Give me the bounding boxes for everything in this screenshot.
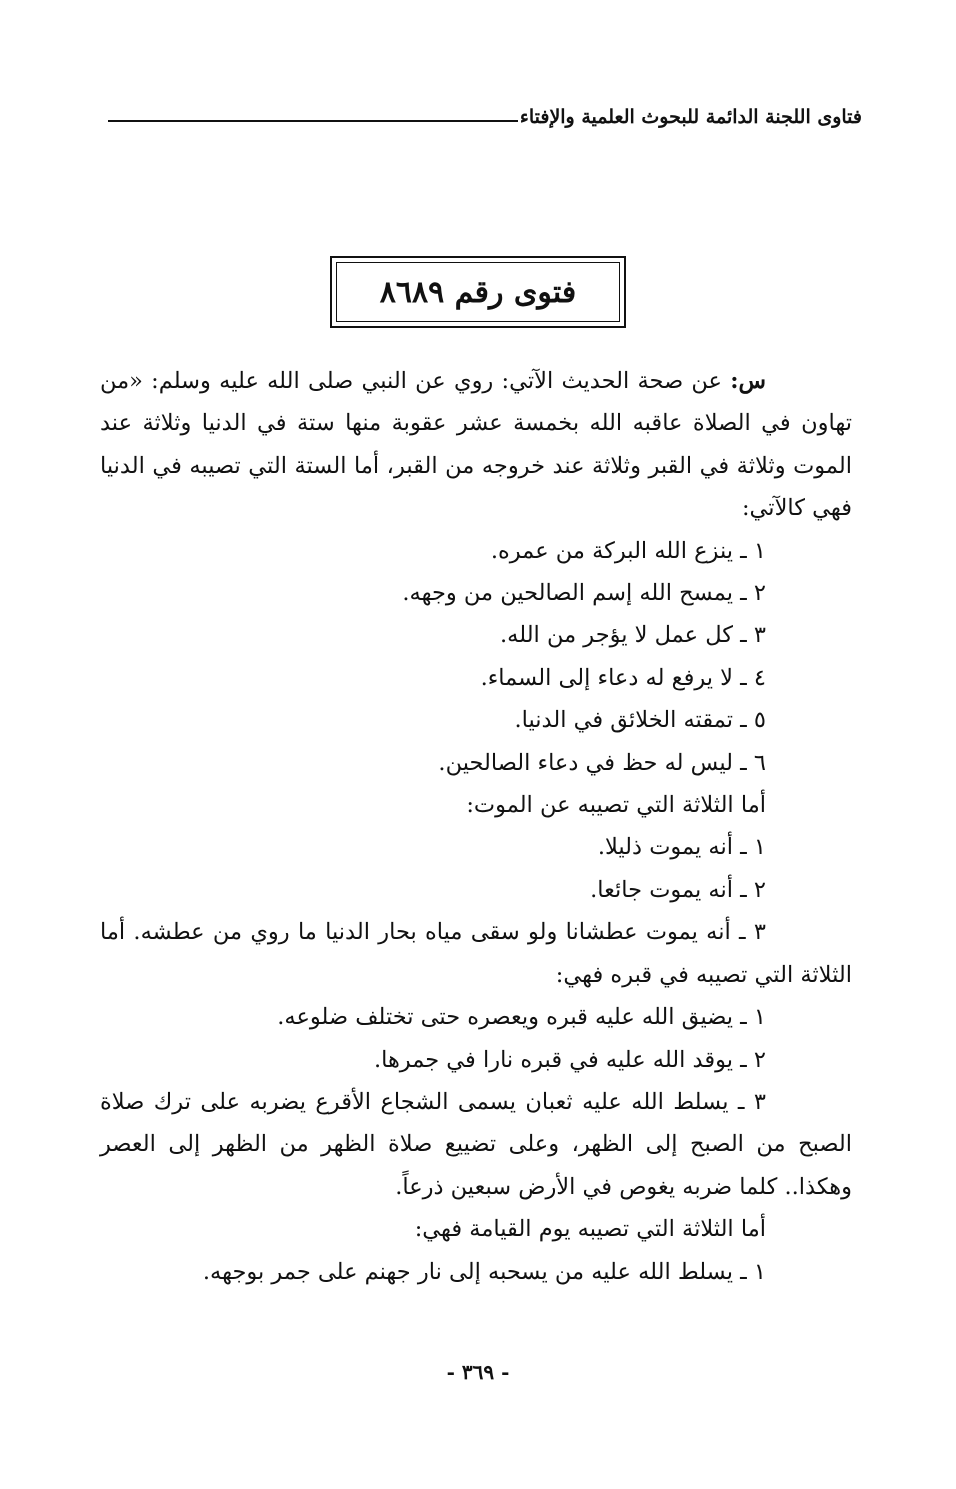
fatwa-number-box: [330, 256, 626, 328]
fatwa-heading: فتوى رقم ٨٦٨٩: [336, 262, 620, 322]
death-item-2: ٢ ـ أنه يموت جائعا.: [590, 876, 766, 903]
death-heading: أما الثلاثة التي تصيبه عن الموت:: [466, 792, 766, 819]
dunya-item-1: ١ ـ ينزع الله البركة من عمره.: [490, 537, 766, 564]
grave-item-3: ٣ ـ يسلط الله عليه ثعبان يسمى الشجاع الأقرع يضربه على ترك صلاة الصبح من الصبح إلى الظهر، وعلى تضييع صلاة الظهر من الظهر إلى العصر وهكذا.. كلما ضربه يغوص في الأرض سبعين ذرعاً.: [100, 1088, 852, 1200]
dunya-item-3: ٣ ـ كل عمل لا يؤجر من الله.: [500, 622, 766, 649]
page-number: - ٣٦٩ -: [446, 1360, 510, 1384]
death-item-1: ١ ـ أنه يموت ذليلا.: [597, 834, 766, 861]
question-paragraph: [100, 360, 852, 530]
fatwa-body: [100, 360, 852, 1293]
header-rule: [108, 120, 518, 122]
dunya-item-6: ٦ ـ ليس له حظ في دعاء الصالحين.: [438, 749, 766, 776]
qiyama-item-1: ١ ـ يسلط الله عليه من يسحبه إلى نار جهنم على جمر بوجهه.: [202, 1258, 766, 1285]
qiyama-heading: أما الثلاثة التي تصيبه يوم القيامة فهي:: [414, 1216, 766, 1243]
dunya-item-2: ٢ ـ يمسح الله إسم الصالحين من وجهه.: [402, 580, 766, 607]
running-header: [108, 100, 862, 134]
grave-item-2: ٢ ـ يوقد الله عليه في قبره نارا في جمرها.: [373, 1046, 766, 1073]
grave-item-1: ١ ـ يضيق الله عليه قبره ويعصره حتى تختلف ضلوعه.: [277, 1004, 766, 1031]
dunya-item-4: ٤ ـ لا يرفع له دعاء إلى السماء.: [480, 664, 766, 691]
question-intro: عن صحة الحديث الآتي: روي عن النبي صلى الله عليه وسلم: «من تهاون في الصلاة عاقبه الله بخمسة عشر عقوبة منها ستة في الدنيا وثلاثة عند الموت وثلاثة في القبر وثلاثة عند خروجه من القبر، أما الستة التي تصيبه في الدنيا فهي كالآتي:: [100, 368, 852, 522]
question-label: س:: [730, 368, 766, 394]
dunya-item-5: ٥ ـ تمقته الخلائق في الدنيا.: [514, 707, 766, 734]
header-title: فتاوى اللجنة الدائمة للبحوث العلمية والإفتاء: [519, 106, 862, 128]
death-item-3: ٣ ـ أنه يموت عطشانا ولو سقى مياه بحار الدنيا ما روي من عطشه. أما الثلاثة التي تصيبه في قبره فهي:: [100, 919, 852, 988]
